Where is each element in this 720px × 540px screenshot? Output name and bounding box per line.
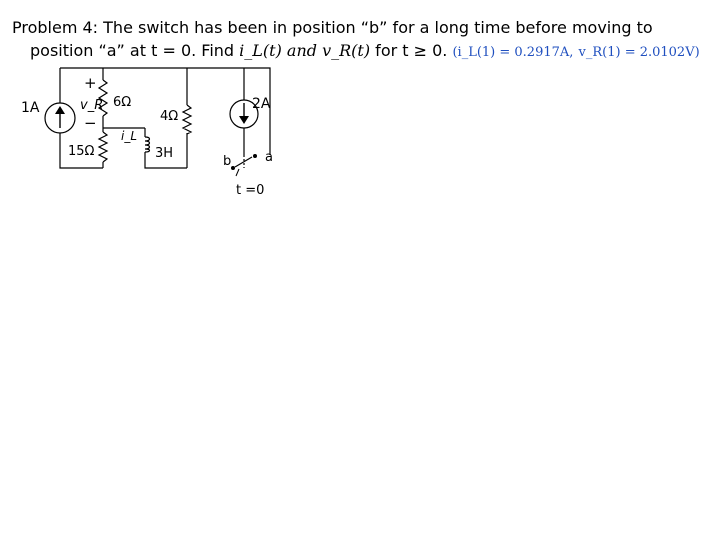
il-label: i_L <box>121 129 138 143</box>
resistor-15ohm-label: 15Ω <box>68 144 95 159</box>
inductor-3h-label: 3H <box>155 146 174 161</box>
problem-line-1: Problem 4: The switch has been in position “b” for a long time before moving to <box>12 18 653 37</box>
switch-time-label: t =0 <box>236 183 265 198</box>
switch-position-b: b <box>223 154 232 169</box>
switch <box>231 154 257 176</box>
vr-minus-sign: − <box>84 114 97 132</box>
resistor-4ohm-label: 4Ω <box>160 109 179 124</box>
source-2a-label: 2A <box>252 96 271 112</box>
vr-plus-sign: + <box>84 74 97 92</box>
and-word: and <box>281 41 323 60</box>
current-source-1a <box>45 103 75 133</box>
inductor-3h <box>145 137 150 152</box>
vr-label: v_R <box>80 98 104 113</box>
source-1a-label: 1A <box>21 100 40 116</box>
problem-line-2-suffix: for t ≥ 0. <box>370 41 453 60</box>
resistor-15ohm <box>99 132 107 162</box>
switch-position-a: a <box>265 150 273 165</box>
resistor-6ohm-label: 6Ω <box>113 95 132 110</box>
problem-line-2-prefix: position “a” at t = 0. Find <box>30 41 240 60</box>
given-vr-value: v_R(1) = 2.0102V) <box>578 45 700 60</box>
resistor-4ohm <box>183 105 191 134</box>
il-of-t: i_L(t) <box>239 41 282 60</box>
vr-of-t: v_R(t) <box>322 41 371 60</box>
given-il-value: (i_L(1) = 0.2917A, <box>452 45 574 60</box>
